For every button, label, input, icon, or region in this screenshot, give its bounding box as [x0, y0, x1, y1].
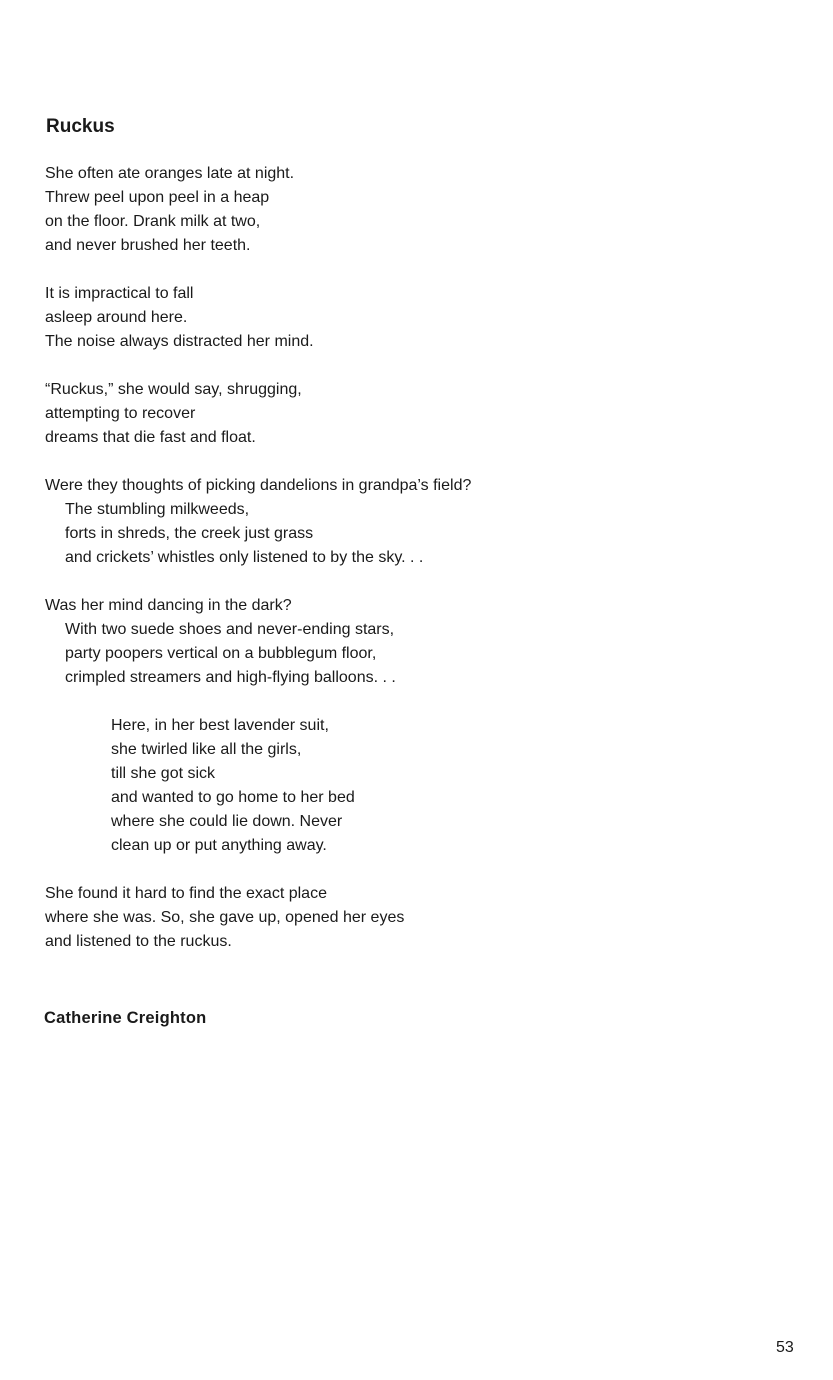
poem-line: she twirled like all the girls,: [111, 741, 302, 758]
poem-line: attempting to recover: [45, 405, 196, 422]
stanza-1: [45, 162, 785, 258]
poem-line: and never brushed her teeth.: [45, 237, 251, 254]
poem-line: clean up or put anything away.: [111, 837, 327, 854]
stanza-4: [45, 474, 785, 570]
poem-line-indented: With two suede shoes and never-ending stars,: [65, 621, 395, 638]
poem-title: Ruckus: [46, 116, 115, 137]
poem-line: and listened to the ruckus.: [45, 933, 232, 950]
poem-line: where she was. So, she gave up, opened her eyes: [45, 909, 405, 926]
poem-line: The noise always distracted her mind.: [45, 333, 314, 350]
stanza-6: [45, 714, 785, 858]
stanza-2: [45, 282, 785, 354]
poem-line: “Ruckus,” she would say, shrugging,: [45, 381, 302, 398]
poem-line: It is impractical to fall: [45, 285, 194, 302]
poem-line: asleep around here.: [45, 309, 188, 326]
poem-line: She often ate oranges late at night.: [45, 165, 295, 182]
poem-line: Here, in her best lavender suit,: [111, 717, 329, 734]
poem-line-indented: party poopers vertical on a bubblegum floor,: [65, 645, 377, 662]
poem-line: Was her mind dancing in the dark?: [45, 597, 292, 614]
poem-line: dreams that die fast and float.: [45, 429, 256, 446]
poem-line-indented: The stumbling milkweeds,: [65, 501, 250, 518]
poem-line-indented: and crickets’ whistles only listened to by the sky. . .: [65, 549, 424, 566]
stanza-3: [45, 378, 785, 450]
poem-line: She found it hard to find the exact place: [45, 885, 327, 902]
poem-line: till she got sick: [111, 765, 216, 782]
page-number: 53: [776, 1339, 794, 1356]
poem-line: Were they thoughts of picking dandelions in grandpa’s field?: [45, 477, 472, 494]
poem-line-indented: crimpled streamers and high-flying balloons. . .: [65, 669, 396, 686]
poem-line: on the floor. Drank milk at two,: [45, 213, 261, 230]
poem-line: where she could lie down. Never: [111, 813, 343, 830]
poem-line: Threw peel upon peel in a heap: [45, 189, 270, 206]
poem-body: [45, 162, 785, 978]
poem-line-indented: forts in shreds, the creek just grass: [65, 525, 314, 542]
stanza-5: [45, 594, 785, 690]
stanza-7: [45, 882, 785, 954]
poem-line: and wanted to go home to her bed: [111, 789, 355, 806]
poem-author: Catherine Creighton: [44, 1009, 207, 1027]
